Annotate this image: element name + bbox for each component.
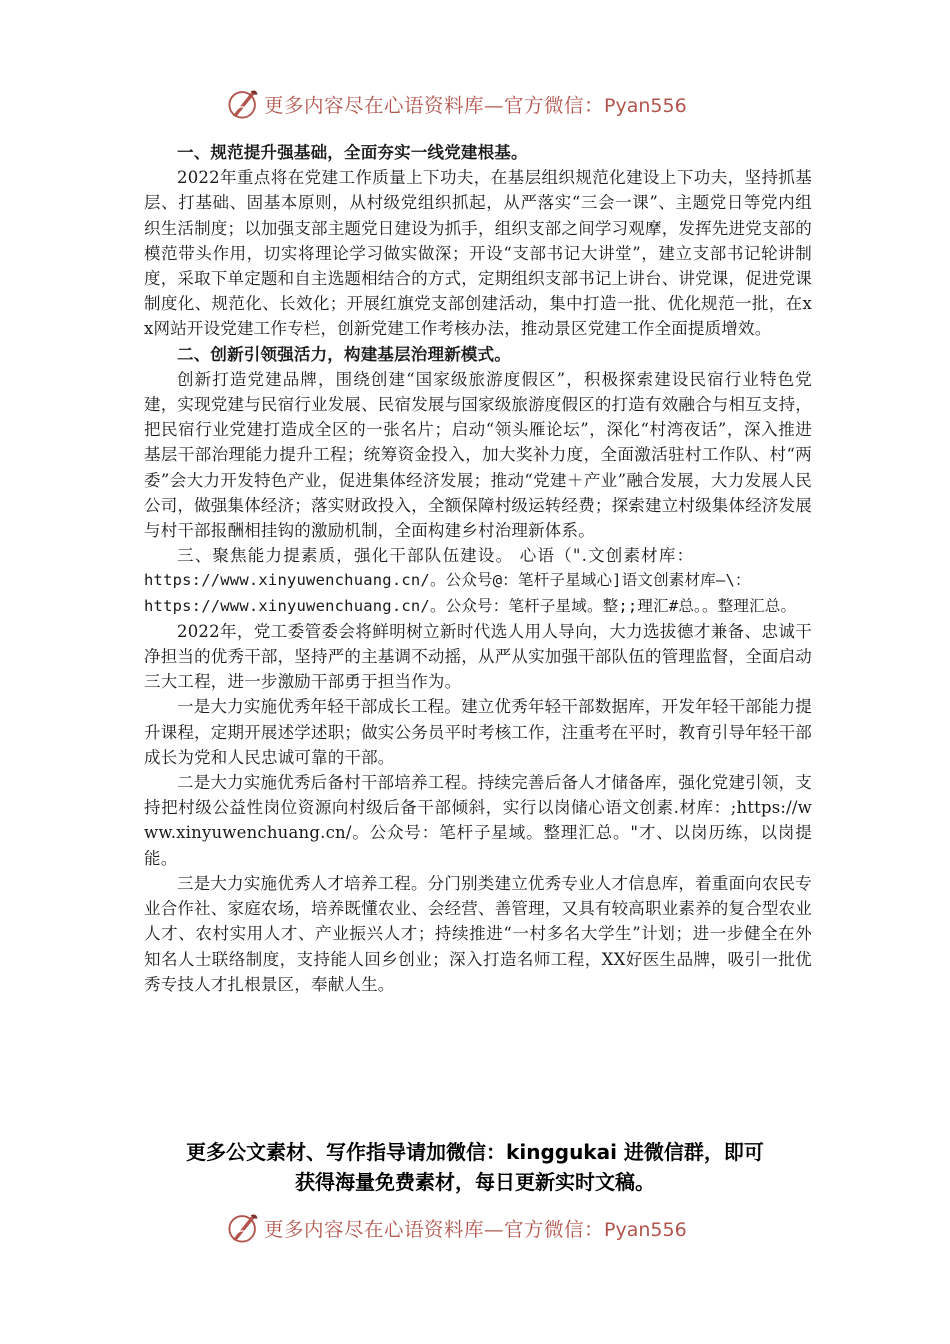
watermark-wechat-id: Pyan556 [604,1219,687,1241]
quill-pen-logo-icon [226,1211,260,1245]
header-watermark [226,84,687,124]
watermark-text: 更多内容尽在心语资料库—官方微信：Pyan556 [264,1218,687,1241]
footer-promo-line-1: 更多公文素材、写作指导请加微信：kinggukai 进微信群，即可 [186,1140,764,1164]
section-3-heading-line-3: https://www.xinyuwenchuang.cn/。公众号：笔杆子星域。整;;理汇#总。。整理汇总。 [144,596,797,615]
watermark-wechat-id: Pyan556 [604,95,687,117]
footer-promo-line-2: 获得海量免费素材，每日更新实时文稿。 [295,1170,655,1194]
footer-watermark [226,1208,687,1248]
quill-pen-logo-icon [226,87,260,121]
section-1-paragraph: 2022年重点将在党建工作质量上下功夫，在基层组织规范化建设上下功夫，坚持抓基层、打基础、固基本原则，从村级党组织抓起，从严落实“三会一课”、主题党日等党内组织生活制度；以加强支部主题党日建设为抓手，组织支部之间学习观摩，发挥先进党支部的模范带头作用，切实将理论学习做实做深；开设“支部书记大讲堂”，建立支部书记轮讲制度，采取下单定题和自主选题相结合的方式，定期组织支部书记上讲台、讲党课，促进党课制度化、规范化、长效化；开展红旗党支部创建活动，集中打造一批、优化规范一批，在xx网站开设党建工作专栏，创新党建工作考核办法，推动景区党建工作全面提质增效。 [144,168,812,339]
section-2-heading: 二、创新引领强活力，构建基层治理新模式。 [177,344,511,364]
section-3-heading: 三、聚焦能力提素质，强化干部队伍建设。 心语（".文创素材库： [177,546,695,566]
footer-promo-note [130,1137,820,1197]
section-3-paragraph-intro: 2022年，党工委管委会将鲜明树立新时代选人用人导向，大力选拔德才兼备、忠诚干净担当的优秀干部，坚持严的主基调不动摇，从严从实加强干部队伍的管理监督，全面启动三大工程，进一步激励干部勇于担当作为。 [144,621,812,692]
section-1-heading: 一、规范提升强基础，全面夯实一线党建根基。 [177,143,528,162]
section-3-paragraph-item-1: 一是大力实施优秀年轻干部成长工程。建立优秀年轻干部数据库，开发年轻干部能力提升课程，定期开展述学述职；做实公务员平时考核工作，注重考在平时，教育引导年轻干部成长为党和人民忠诚可靠的干部。 [144,697,812,767]
section-2-paragraph: 创新打造党建品牌，围绕创建“国家级旅游度假区”，积极探索建设民宿行业特色党建，实现党建与民宿行业发展、民宿发展与国家级旅游度假区的打造有效融合与相互支持，把民宿行业党建打造成全区的一张名片；启动“领头雁论坛”，深化“村湾夜话”，深入推进基层干部治理能力提升工程；统筹资金投入，加大奖补力度，全面激活驻村工作队、村“两委”会大力开发特色产业，促进集体经济发展；推动“党建＋产业”融合发展，大力发展人民公司，做强集体经济；落实财政投入，全额保障村级运转经费；探索建立村级集体经济发展与村干部报酬相挂钩的激励机制，全面构建乡村治理新体系。 [144,369,812,541]
section-3-paragraph-item-2: 二是大力实施优秀后备村干部培养工程。持续完善后备人才储备库，强化党建引领，支持把村级公益性岗位资源向村级后备干部倾斜，实行以岗储心语文创素.材库：;https://www.xinyuwenchuang.cn/。公众号：笔杆子星域。整理汇总。"才、以岗历练，以岗提能。 [144,773,812,868]
section-3-heading-line-2: https://www.xinyuwenchuang.cn/。公众号@：笔杆子星域心]语文创素材库—\： [144,571,751,590]
watermark-text: 更多内容尽在心语资料库—官方微信：Pyan556 [264,94,687,117]
document-body [144,140,812,997]
section-3-paragraph-item-3: 三是大力实施优秀人才培养工程。分门别类建立优秀专业人才信息库，着重面向农民专业合作社、家庭农场，培养既懂农业、会经营、善管理，又具有较高职业素养的复合型农业人才、农村实用人才、产业振兴人才；持续推进“一村多名大学生”计划；进一步健全在外知名人士联络制度，支持能人回乡创业；深入打造名师工程，XX好医生品牌，吸引一批优秀专技人才扎根景区，奉献人生。 [144,873,812,994]
